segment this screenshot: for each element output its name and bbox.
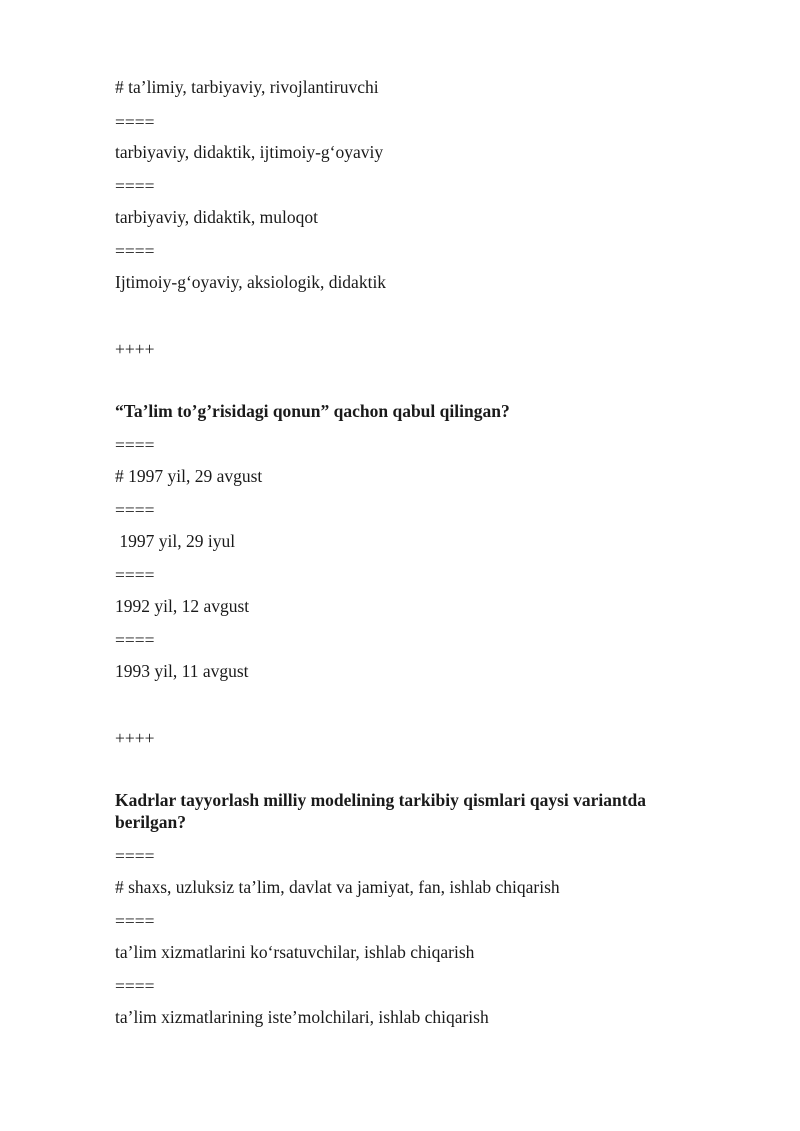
separator: ==== xyxy=(115,176,155,196)
separator: ==== xyxy=(115,435,155,455)
answer-option: ta’lim xizmatlarini ko‘rsatuvchilar, ishlab chiqarish xyxy=(115,942,475,962)
question-separator: ++++ xyxy=(115,728,155,748)
answer-option: Ijtimoiy-g‘oyaviy, aksiologik, didaktik xyxy=(115,272,387,292)
answer-option: 1993 yil, 11 avgust xyxy=(115,661,249,681)
separator: ==== xyxy=(115,630,155,650)
answer-option: 1992 yil, 12 avgust xyxy=(115,596,250,616)
answer-option-correct: # ta’limiy, tarbiyaviy, rivojlantiruvchi xyxy=(115,77,379,97)
separator: ==== xyxy=(115,976,155,996)
separator: ==== xyxy=(115,565,155,585)
question-text: Kadrlar tayyorlash milliy modelining tarkibiy qismlari qaysi variantda berilgan? xyxy=(115,790,647,832)
answer-option: 1997 yil, 29 iyul xyxy=(115,531,236,551)
separator: ==== xyxy=(115,241,155,261)
question-separator: ++++ xyxy=(115,339,155,359)
question-text: “Ta’lim to’g’risidagi qonun” qachon qabul qilingan? xyxy=(115,401,510,421)
separator: ==== xyxy=(115,846,155,866)
separator: ==== xyxy=(115,911,155,931)
separator: ==== xyxy=(115,500,155,520)
answer-option-correct: # shaxs, uzluksiz ta’lim, davlat va jamiyat, fan, ishlab chiqarish xyxy=(115,877,560,897)
answer-option: tarbiyaviy, didaktik, muloqot xyxy=(115,207,319,227)
answer-option-correct: # 1997 yil, 29 avgust xyxy=(115,466,263,486)
answer-option: tarbiyaviy, didaktik, ijtimoiy-g‘oyaviy xyxy=(115,142,384,162)
answer-option: ta’lim xizmatlarining iste’molchilari, ishlab chiqarish xyxy=(115,1007,489,1027)
separator: ==== xyxy=(115,112,155,132)
